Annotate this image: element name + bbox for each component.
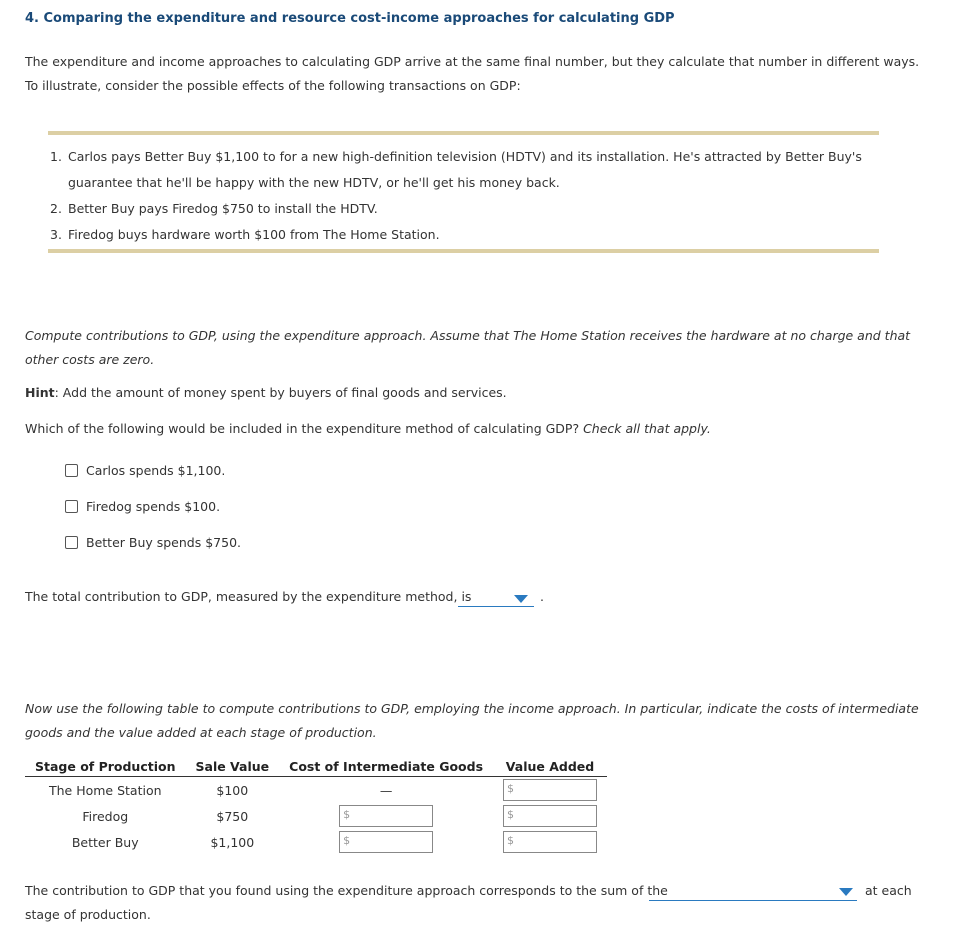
intro-text: The expenditure and income approaches to calculating GDP arrive at the same final number, but they calculate that number in different ways. To illustrate, consider the possible effects of the following transactions on GDP: <box>25 54 920 93</box>
income-table <box>25 756 607 855</box>
list-item: 1. Carlos pays Better Buy $1,100 to for a new high-definition television (HDTV) and its installation. He's attracted by Better Buy's guarantee that he'll be happy with the new HDTV, or he'll get his money back. <box>50 149 862 190</box>
table-row: Better Buy $1,100 $ $ <box>25 829 607 855</box>
conclusion-dropdown[interactable] <box>649 882 857 901</box>
option-better-buy[interactable]: Better Buy spends $750. <box>65 535 241 550</box>
expenditure-instruction: Compute contributions to GDP, using the expenditure approach. Assume that The Home Station receives the hardware at no charge and that other costs are zero. <box>25 328 911 367</box>
cost-input-firedog[interactable]: $ <box>339 805 433 827</box>
hint-text: Hint: Add the amount of money spent by buyers of final goods and services. <box>25 385 507 400</box>
value-added-input-better-buy[interactable]: $ <box>503 831 597 853</box>
divider-bottom <box>48 249 879 253</box>
income-instruction: Now use the following table to compute contributions to GDP, employing the income approach. In particular, indicate the costs of intermediate goods and the value added at each stage of production. <box>25 701 919 740</box>
transaction-list <box>50 144 870 248</box>
value-added-input-firedog[interactable]: $ <box>503 805 597 827</box>
table-row: Firedog $750 $ $ <box>25 803 607 829</box>
table-header: Stage of Production Sale Value Cost of Intermediate Goods Value Added <box>25 756 607 777</box>
checkbox[interactable] <box>65 536 78 549</box>
divider-top <box>48 131 879 135</box>
list-item: 2. Better Buy pays Firedog $750 to install the HDTV. <box>50 201 378 216</box>
dropdown-arrow-icon[interactable] <box>839 888 853 896</box>
option-carlos[interactable]: Carlos spends $1,100. <box>65 463 225 478</box>
conclusion-text: The contribution to GDP that you found using the expenditure approach corresponds to the sum of the <box>25 883 668 898</box>
value-added-input-home-station[interactable]: $ <box>503 779 597 801</box>
table-row: The Home Station $100 — $ <box>25 777 607 804</box>
question-title: 4. Comparing the expenditure and resource cost-income approaches for calculating GDP <box>25 11 675 26</box>
checkbox[interactable] <box>65 464 78 477</box>
cost-input-better-buy[interactable]: $ <box>339 831 433 853</box>
checkbox-question: Which of the following would be included in the expenditure method of calculating GDP? Check all that apply. <box>25 421 711 436</box>
total-text: The total contribution to GDP, measured by the expenditure method, is <box>25 589 472 604</box>
list-item: 3. Firedog buys hardware worth $100 from The Home Station. <box>50 227 440 242</box>
dropdown-arrow-icon[interactable] <box>514 595 528 603</box>
checkbox[interactable] <box>65 500 78 513</box>
option-firedog[interactable]: Firedog spends $100. <box>65 499 220 514</box>
